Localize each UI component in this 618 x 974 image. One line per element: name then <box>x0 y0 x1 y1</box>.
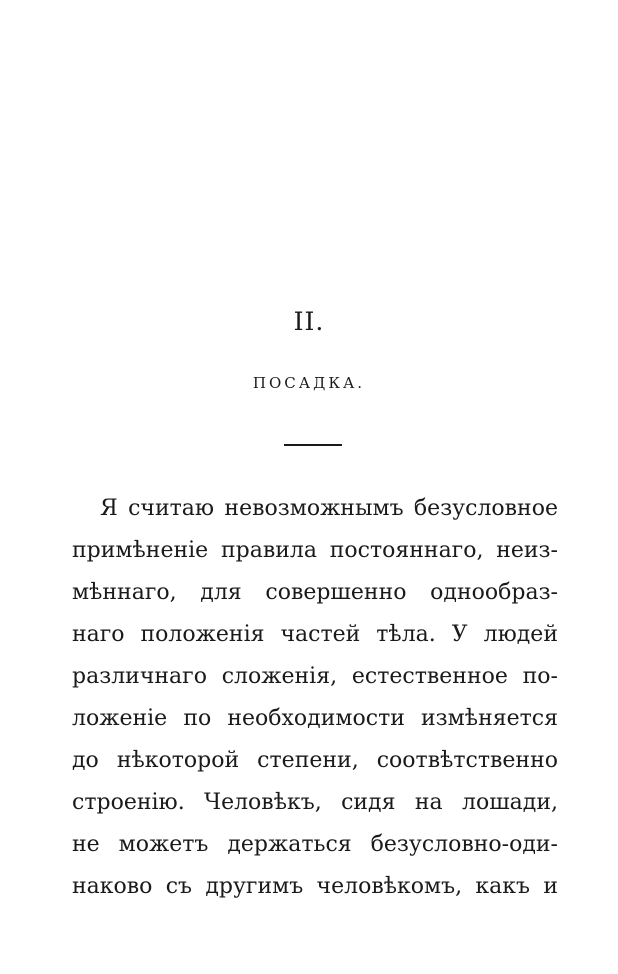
text-line: различнаго сложенія, естественное по- <box>72 664 558 689</box>
text-line: наго положенія частей тѣла. У людей <box>72 622 558 647</box>
text-line: строенію. Человѣкъ, сидя на лошади, <box>72 790 558 815</box>
text-line: наково съ другимъ человѣкомъ, какъ и <box>72 874 558 899</box>
chapter-number: II. <box>293 307 325 336</box>
body-text <box>72 490 558 910</box>
text-line: Я считаю невозможнымъ безусловное <box>100 496 558 521</box>
text-line: до нѣкоторой степени, соотвѣтственно <box>72 748 558 773</box>
text-line: ложеніе по необходимости измѣняется <box>72 706 558 731</box>
text-line: примѣненіе правила постояннаго, неиз- <box>72 538 558 563</box>
text-line: не можетъ держаться безусловно-оди- <box>72 832 558 857</box>
text-line: мѣннаго, для совершенно однообраз- <box>72 580 558 605</box>
chapter-title: ПОСАДКА. <box>252 374 366 392</box>
section-divider <box>284 444 342 446</box>
